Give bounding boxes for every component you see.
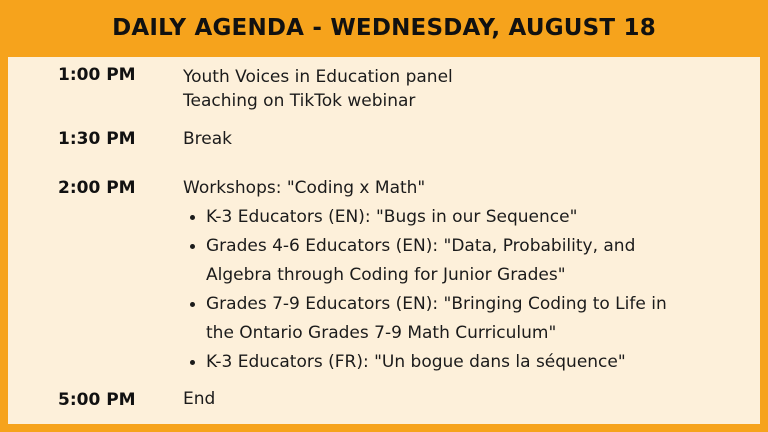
bullet-icon xyxy=(190,302,195,307)
time-2-00-pm: 2:00 PM xyxy=(58,178,136,198)
agenda-item-1-00-pm xyxy=(183,65,453,113)
time-5-00-pm: 5:00 PM xyxy=(58,390,136,410)
time-1-00-pm: 1:00 PM xyxy=(58,65,136,85)
agenda-line: Youth Voices in Education panel xyxy=(183,67,453,87)
workshop-list xyxy=(190,203,667,377)
page-title: DAILY AGENDA - WEDNESDAY, AUGUST 18 xyxy=(112,15,656,41)
bullet-icon xyxy=(190,360,195,365)
agenda-line: Teaching on TikTok webinar xyxy=(183,91,416,111)
agenda-line: End xyxy=(183,389,216,409)
list-item-line: Grades 7-9 Educators (EN): "Bringing Coding to Life in xyxy=(206,294,667,314)
agenda-header xyxy=(0,0,768,56)
list-item-line: Grades 4-6 Educators (EN): "Data, Probability, and xyxy=(206,236,636,256)
bullet-icon xyxy=(190,244,195,249)
list-item-line: K-3 Educators (EN): "Bugs in our Sequence" xyxy=(206,207,578,227)
bullet-icon xyxy=(190,215,195,220)
list-item-line: K-3 Educators (FR): "Un bogue dans la séquence" xyxy=(206,352,626,372)
list-item xyxy=(190,290,667,348)
agenda-item-2-00-pm xyxy=(183,176,425,200)
agenda-item-1-30-pm xyxy=(183,127,232,151)
list-item xyxy=(190,348,667,377)
list-item-line: the Ontario Grades 7-9 Math Curriculum" xyxy=(206,323,557,343)
time-1-30-pm: 1:30 PM xyxy=(58,129,136,149)
agenda-item-5-00-pm xyxy=(183,387,215,411)
list-item xyxy=(190,232,667,290)
list-item-line: Algebra through Coding for Junior Grades" xyxy=(206,265,566,285)
agenda-line: Break xyxy=(183,129,232,149)
agenda-line: Workshops: "Coding x Math" xyxy=(183,178,426,198)
list-item xyxy=(190,203,667,232)
